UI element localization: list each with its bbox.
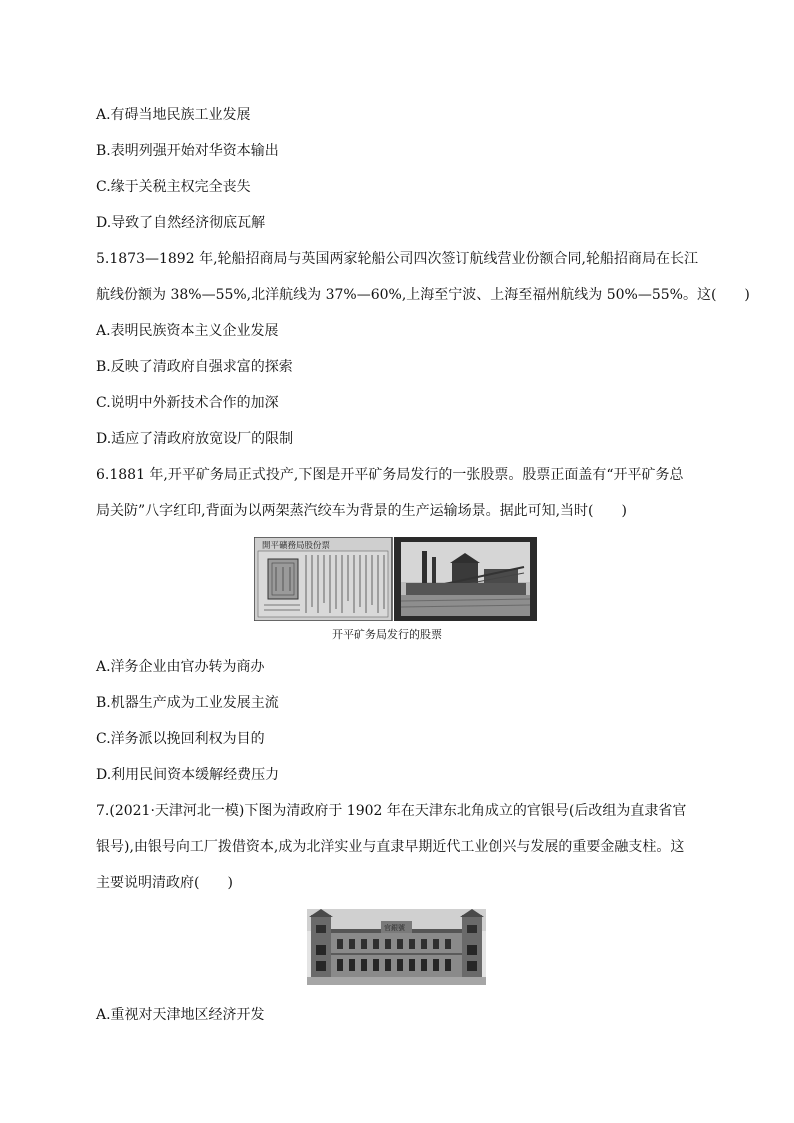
q7-stem-line2: 银号),由银号向工厂拨借资本,成为北洋实业与直隶早期近代工业创兴与发展的重要金融支柱。这 (96, 839, 685, 855)
q4-option-b: B.表明列强开始对华资本输出 (96, 143, 279, 159)
stock-certificate-figure (254, 537, 537, 621)
stock-figure-caption: 开平矿务局发行的股票 (332, 628, 442, 641)
q6-option-a: A.洋务企业由官办转为商办 (96, 659, 265, 675)
building-sign: 官銀號 (384, 924, 405, 932)
q4-option-a: A.有碍当地民族工业发展 (96, 107, 251, 123)
q6-option-b: B.机器生产成为工业发展主流 (96, 695, 279, 711)
q5-option-b: B.反映了清政府自强求富的探索 (96, 359, 293, 375)
q7-stem-line1: 7.(2021·天津河北一模)下图为清政府于 1902 年在天津东北角成立的官银号(后改组为直隶省官 (96, 803, 687, 819)
q5-stem-line2: 航线份额为 38%—55%,北洋航线为 37%—60%,上海至宁波、上海至福州航线为 50%—55%。这( ) (96, 287, 750, 303)
bank-building-image (307, 909, 486, 985)
q7-stem-line3: 主要说明清政府( ) (96, 875, 233, 891)
q6-option-c: C.洋务派以挽回利权为目的 (96, 731, 265, 747)
q5-option-a: A.表明民族资本主义企业发展 (96, 323, 279, 339)
q5-stem-line1: 5.1873—1892 年,轮船招商局与英国两家轮船公司四次签订航线营业份额合同,轮船招商局在长江 (96, 251, 698, 267)
bank-building-photo (307, 909, 486, 985)
q5-option-d: D.适应了清政府放宽设厂的限制 (96, 431, 294, 447)
q6-option-d: D.利用民间资本缓解经费压力 (96, 767, 280, 783)
q5-option-c: C.说明中外新技术合作的加深 (96, 395, 279, 411)
certificate-heading: 開平礦務局股份票 (262, 541, 331, 551)
stock-certificate-image (254, 537, 537, 621)
q6-stem-line1: 6.1881 年,开平矿务局正式投产,下图是开平矿务局发行的一张股票。股票正面盖有“开平矿务总 (96, 467, 684, 483)
q6-stem-line2: 局关防”八字红印,背面为以两架蒸汽绞车为背景的生产运输场景。据此可知,当时( ) (96, 503, 627, 519)
q4-option-c: C.缘于关税主权完全丧失 (96, 179, 251, 195)
q4-option-d: D.导致了自然经济彻底瓦解 (96, 215, 266, 231)
q7-option-a: A.重视对天津地区经济开发 (96, 1007, 265, 1023)
